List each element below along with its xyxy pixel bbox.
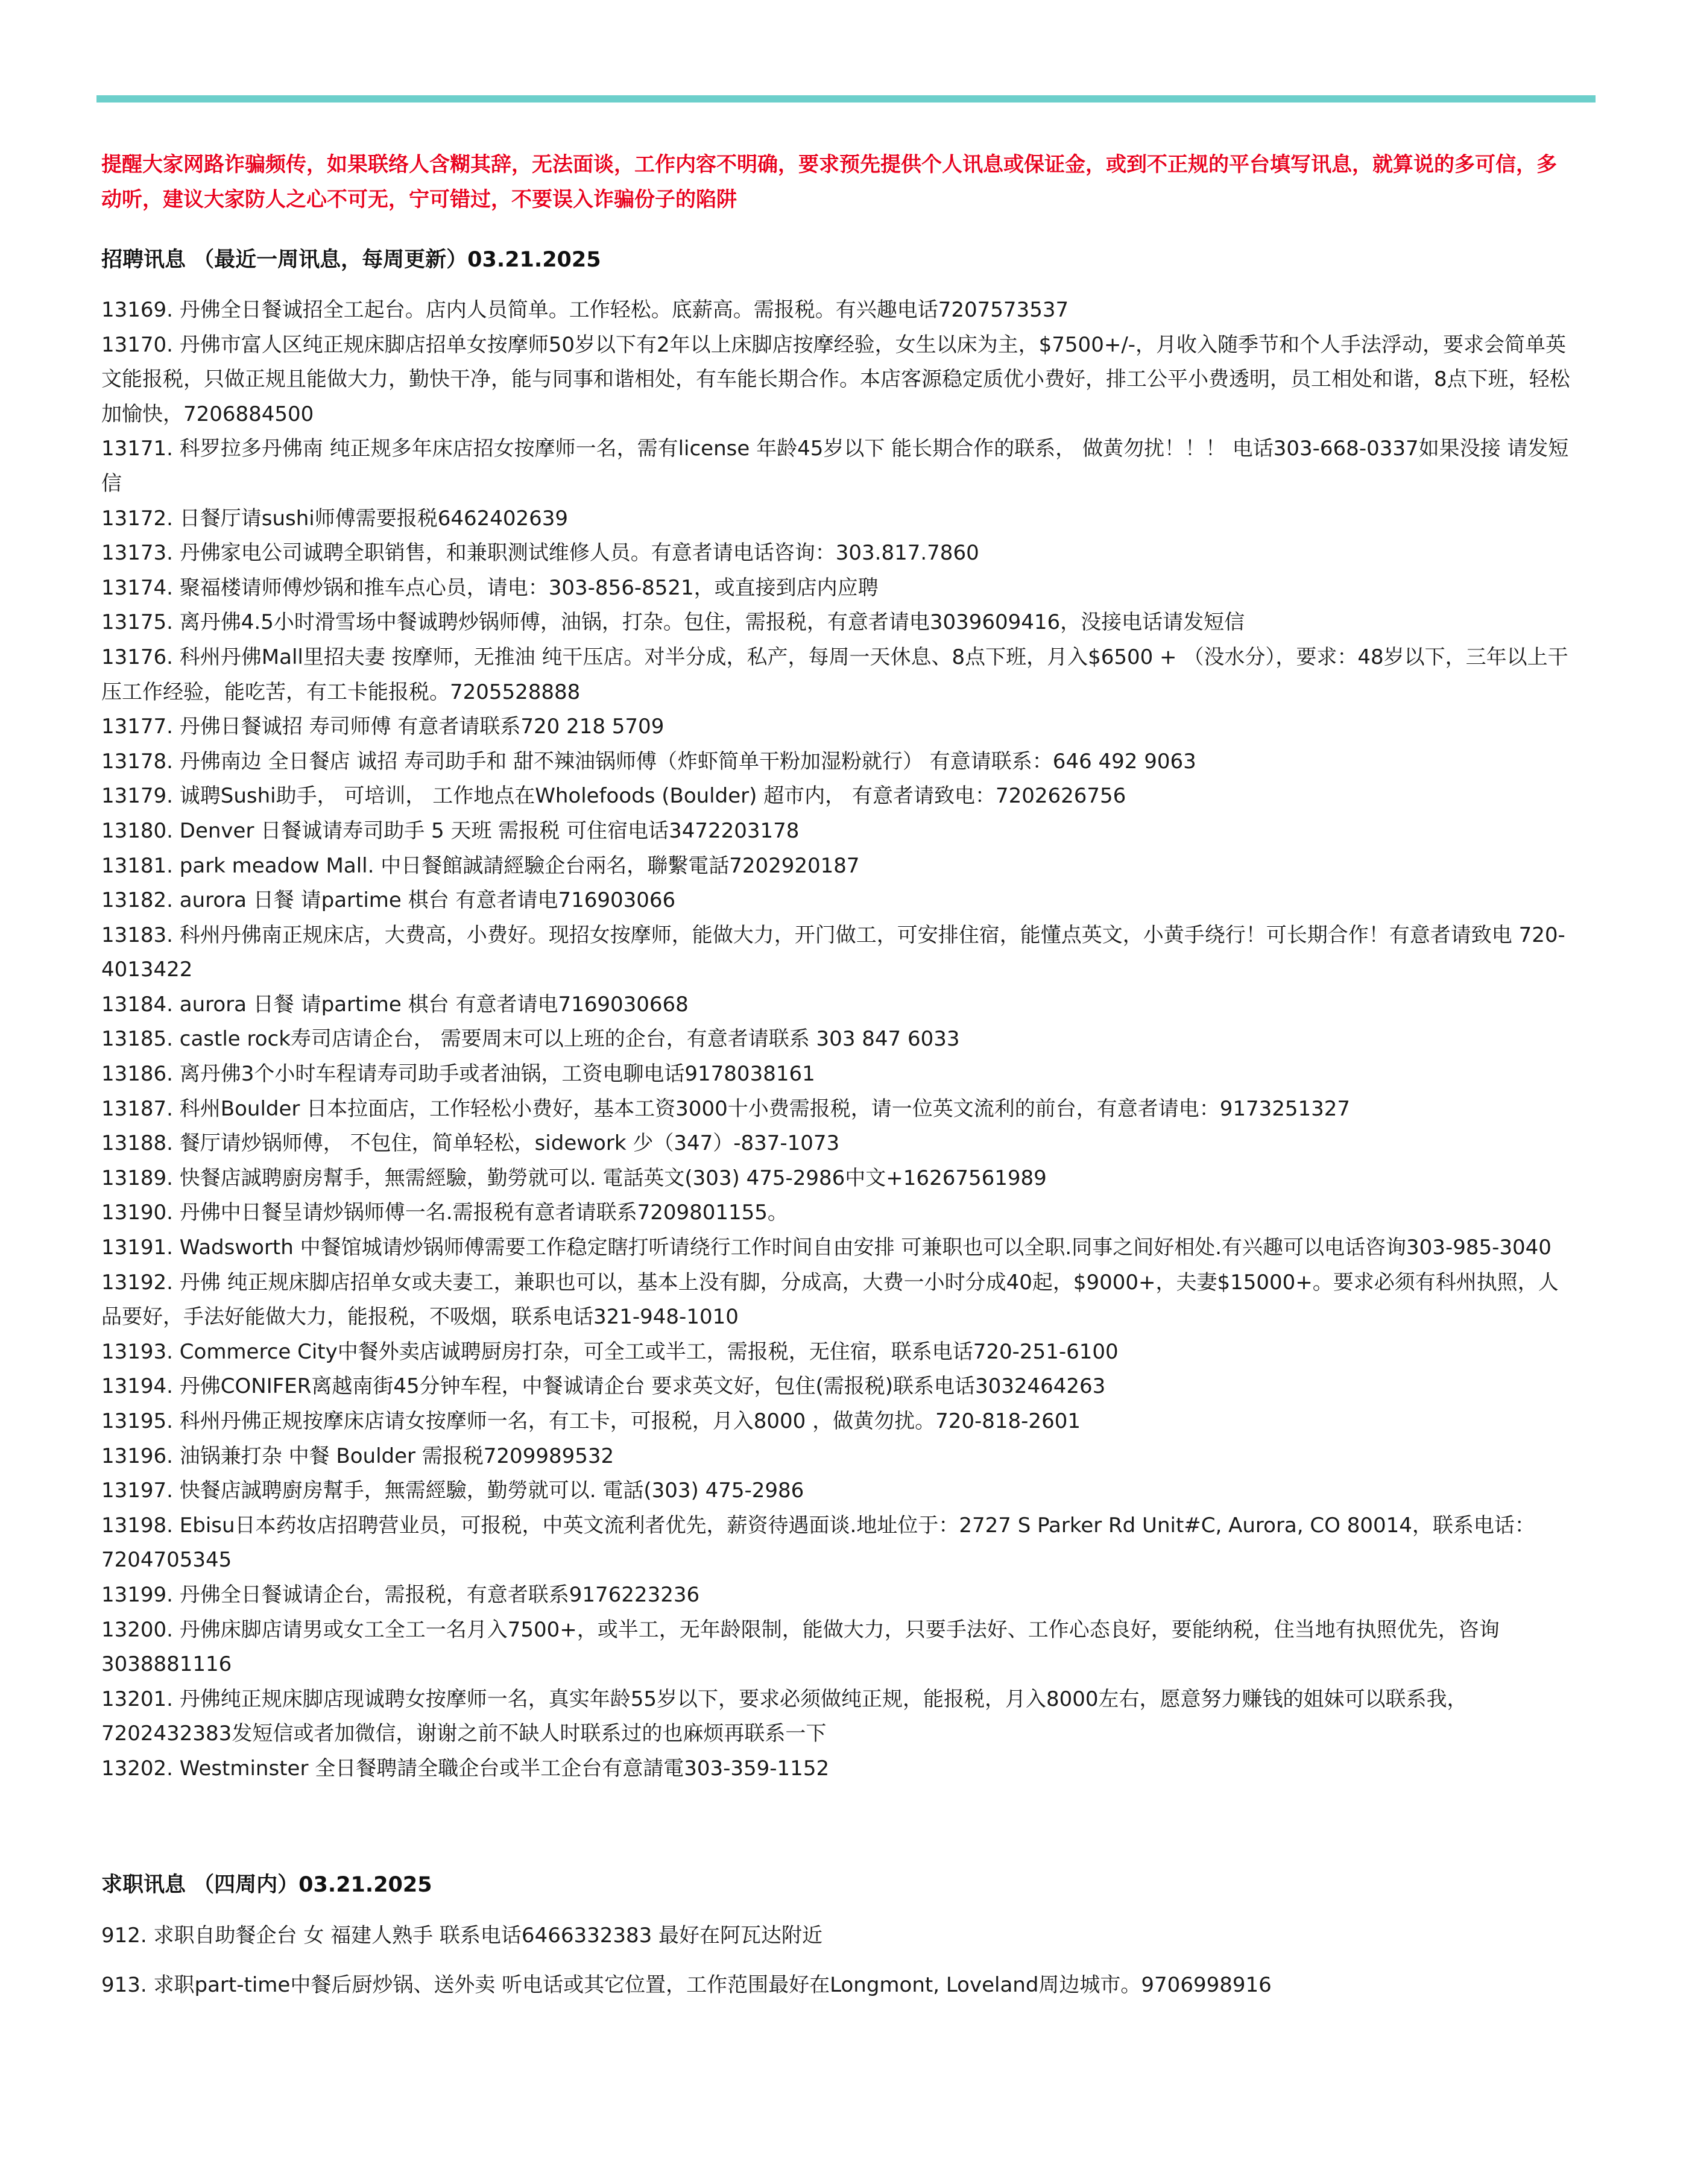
section-spacer bbox=[101, 1787, 1573, 1867]
job-listing-item: 13177. 丹佛日餐诚招 寿司师傅 有意者请联系720 218 5709 bbox=[101, 715, 665, 739]
job-listing-item: 13180. Denver 日餐诚请寿司助手 5 天班 需报税 可住宿电话3472203178 bbox=[101, 818, 800, 843]
job-listing-item: 13186. 离丹佛3个小时车程请寿司助手或者油锅，工资电聊电话9178038161 bbox=[101, 1062, 815, 1087]
job-seeking-item: 913. 求职part-time中餐后厨炒锅、送外卖 听电话或其它位置，工作范围最好在Longmont, Loveland周边城市。9706998916 bbox=[101, 1972, 1272, 1997]
job-listing-item: 13197. 快餐店誠聘廚房幫手，無需經驗，勤勞就可以. 電話(303) 475-2986 bbox=[101, 1479, 804, 1503]
job-seeking-list bbox=[101, 1918, 1573, 2003]
job-seeking-heading: 求职讯息 （四周内）03.21.2025 bbox=[101, 1872, 432, 1897]
recruitment-list bbox=[101, 293, 1573, 1787]
job-listing-item: 13181. park meadow Mall. 中日餐館誠請經驗企台兩名，聯繫電話7202920187 bbox=[101, 853, 860, 878]
job-listing-item: 13176. 科州丹佛Mall里招夫妻 按摩师，无推油 纯干压店。对半分成，私产，每周一天休息、8点下班，月入$6500 + （没水分），要求：48岁以下，三年以上干压工作经验，能吃苦，有工卡能报税。7205528888 bbox=[101, 645, 1568, 704]
job-listing-item: 13187. 科州Boulder 日本拉面店，工作轻松小费好，基本工资3000十小费需报税，请一位英文流利的前台，有意者请电：9173251327 bbox=[101, 1096, 1351, 1121]
job-listing-item: 13200. 丹佛床脚店请男或女工全工一名月入7500+，或半工，无年龄限制，能做大力，只要手法好、工作心态良好，要能纳税，住当地有执照优先，咨询3038881116 bbox=[101, 1617, 1500, 1677]
job-listing-item: 13192. 丹佛 纯正规床脚店招单女或夫妻工，兼职也可以，基本上没有脚，分成高，大费一小时分成40起，$9000+，夫妻$15000+。要求必须有科州执照，人品要好，手法好能做大力，能报税，不吸烟，联系电话321-948-1010 bbox=[101, 1270, 1559, 1330]
fraud-warning: 提醒大家网路诈骗频传，如果联络人含糊其辞，无法面谈，工作内容不明确，要求预先提供个人讯息或保证金，或到不正规的平台填写讯息，就算说的多可信，多动听，建议大家防人之心不可无，宁可错过，不要误入诈骗份子的陷阱 bbox=[101, 153, 1557, 212]
job-listing-item: 13194. 丹佛CONIFER离越南街45分钟车程，中餐诚请企台 要求英文好，包住(需报税)联系电话3032464263 bbox=[101, 1374, 1106, 1399]
job-listing-item: 13182. aurora 日餐 请partime 棋台 有意者请电716903066 bbox=[101, 888, 676, 913]
job-listing-item: 13179. 诚聘Sushi助手， 可培训， 工作地点在Wholefoods (Boulder) 超市内， 有意者请致电：7202626756 bbox=[101, 784, 1126, 809]
job-listing-item: 13195. 科州丹佛正规按摩床店请女按摩师一名，有工卡，可报税，月入8000 ，做黄勿扰。720-818-2601 bbox=[101, 1409, 1081, 1433]
job-listing-item: 13172. 日餐厅请sushi师傅需要报税6462402639 bbox=[101, 506, 569, 531]
job-listing-item: 13191. Wadsworth 中餐馆城请炒锅师傅需要工作稳定瞎打听请绕行工作时间自由安排 可兼职也可以全职.同事之间好相处.有兴趣可以电话咨询303-985-3040 bbox=[101, 1236, 1552, 1260]
job-listing-item: 13201. 丹佛纯正规床脚店现诚聘女按摩师一名，真实年龄55岁以下，要求必须做纯正规，能报税，月入8000左右，愿意努力赚钱的姐妹可以联系我，7202432383发短信或者加微信，谢谢之前不缺人时联系过的也麻烦再联系一下 bbox=[101, 1687, 1468, 1746]
job-listing-item: 13202. Westminster 全日餐聘請全職企台或半工企台有意請電303-359-1152 bbox=[101, 1756, 830, 1781]
job-listing-item: 13175. 离丹佛4.5小时滑雪场中餐诚聘炒锅师傅，油锅，打杂。包住，需报税，有意者请电3039609416，没接电话请发短信 bbox=[101, 610, 1245, 635]
job-listing-item: 13185. castle rock寿司店请企台， 需要周末可以上班的企台，有意者请联系 303 847 6033 bbox=[101, 1027, 960, 1052]
job-listing-item: 13178. 丹佛南边 全日餐店 诚招 寿司助手和 甜不辣油锅师傅（炸虾简单干粉加湿粉就行） 有意请联系：646 492 9063 bbox=[101, 749, 1196, 774]
job-listing-item: 13196. 油锅兼打杂 中餐 Boulder 需报税7209989532 bbox=[101, 1444, 614, 1468]
job-listing-item: 13198. Ebisu日本药妆店招聘营业员，可报税，中英文流利者优先，薪资待遇面谈.地址位于：2727 S Parker Rd Unit#C, Aurora, CO 80014，联系电话：7204705345 bbox=[101, 1513, 1535, 1573]
job-listing-item: 13169. 丹佛全日餐诚招全工起台。店内人员简单。工作轻松。底薪高。需报税。有兴趣电话7207573537 bbox=[101, 298, 1069, 322]
job-listing-item: 13171. 科罗拉多丹佛南 纯正规多年床店招女按摩师一名，需有license 年龄45岁以下 能长期合作的联系， 做黄勿扰！！！ 电话303-668-0337如果没接 请发短信 bbox=[101, 437, 1569, 496]
job-listing-item: 13184. aurora 日餐 请partime 棋台 有意者请电7169030668 bbox=[101, 992, 689, 1017]
document-body bbox=[101, 147, 1573, 2017]
job-listing-item: 13199. 丹佛全日餐诚请企台，需报税，有意者联系9176223236 bbox=[101, 1582, 700, 1607]
job-listing-item: 13170. 丹佛市富人区纯正规床脚店招单女按摩师50岁以下有2年以上床脚店按摩经验，女生以床为主，$7500+/-，月收入随季节和个人手法浮动，要求会简单英文能报税，只做正规且能做大力，勤快干净，能与同事和谐相处，有车能长期合作。本店客源稳定质优小费好，排工公平小费透明，员工相处和谐，8点下班，轻松加愉快，7206884500 bbox=[101, 332, 1570, 426]
top-divider-line bbox=[96, 95, 1596, 103]
job-listing-item: 13173. 丹佛家电公司诚聘全职销售，和兼职测试维修人员。有意者请电话咨询：303.817.7860 bbox=[101, 541, 979, 566]
job-listing-item: 13183. 科州丹佛南正规床店，大费高，小费好。现招女按摩师，能做大力，开门做工，可安排住宿，能懂点英文，小黄手绕行！可长期合作！有意者请致电 720-4013422 bbox=[101, 923, 1565, 982]
recruitment-heading: 招聘讯息 （最近一周讯息，每周更新）03.21.2025 bbox=[101, 248, 601, 272]
job-listing-item: 13193. Commerce City中餐外卖店诚聘厨房打杂，可全工或半工，需报税，无住宿，联系电话720-251-6100 bbox=[101, 1339, 1119, 1364]
job-listing-item: 13174. 聚福楼请师傅炒锅和推车点心员，请电：303-856-8521，或直接到店内应聘 bbox=[101, 575, 879, 600]
job-listing-item: 13188. 餐厅请炒锅师傅， 不包住，简单轻松，sidework 少（347）-837-1073 bbox=[101, 1131, 840, 1156]
job-listing-item: 13189. 快餐店誠聘廚房幫手，無需經驗，勤勞就可以. 電話英文(303) 475-2986中文+16267561989 bbox=[101, 1166, 1047, 1190]
job-seeking-item: 912. 求职自助餐企台 女 福建人熟手 联系电话6466332383 最好在阿瓦达附近 bbox=[101, 1923, 823, 1948]
job-listing-item: 13190. 丹佛中日餐呈请炒锅师傅一名.需报税有意者请联系7209801155。 bbox=[101, 1201, 788, 1225]
